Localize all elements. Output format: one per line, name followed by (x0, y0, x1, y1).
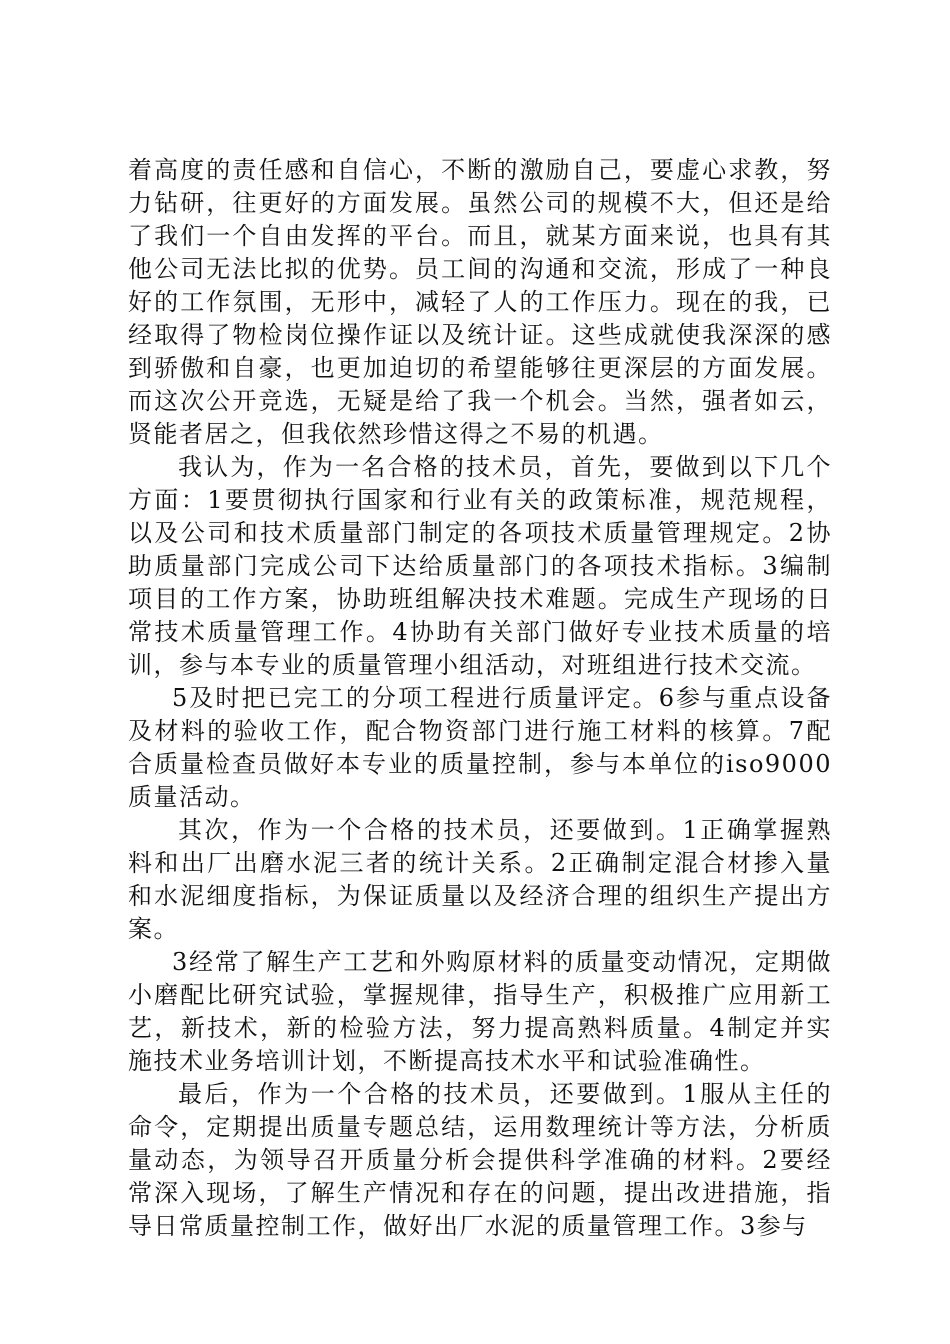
document-body (128, 154, 832, 1243)
paragraph-4: 其次，作为一个合格的技术员，还要做到。1正确掌握熟料和出厂出磨水泥三者的统计关系。2正确制定混合材掺入量和水泥细度指标，为保证质量以及经济合理的组织生产提出方案。 (128, 816, 832, 943)
paragraph-3: 5及时把已完工的分项工程进行质量评定。6参与重点设备及材料的验收工作，配合物资部门进行施工材料的核算。7配合质量检查员做好本专业的质量控制，参与本单位的iso9000质量活动。 (128, 684, 832, 811)
paragraph-1: 着高度的责任感和自信心，不断的激励自己，要虚心求教，努力钻研，往更好的方面发展。虽然公司的规模不大，但还是给了我们一个自由发挥的平台。而且，就某方面来说，也具有其他公司无法比拟的优势。员工间的沟通和交流，形成了一种良好的工作氛围，无形中，减轻了人的工作压力。现在的我，已经取得了物检岗位操作证以及统计证。这些成就使我深深的感到骄傲和自豪，也更加迫切的希望能够往更深层的方面发展。而这次公开竞选，无疑是给了我一个机会。当然，强者如云，贤能者居之，但我依然珍惜这得之不易的机遇。 (128, 156, 832, 448)
paragraph-5: 3经常了解生产工艺和外购原材料的质量变动情况，定期做小磨配比研究试验，掌握规律，指导生产，积极推广应用新工艺，新技术，新的检验方法，努力提高熟料质量。4制定并实施技术业务培训计划，不断提高技术水平和试验准确性。 (128, 948, 832, 1075)
paragraph-6: 最后，作为一个合格的技术员，还要做到。1服从主任的命令，定期提出质量专题总结，运用数理统计等方法，分析质量动态，为领导召开质量分析会提供科学准确的材料。2要经常深入现场，了解生产情况和存在的问题，提出改进措施，指导日常质量控制工作，做好出厂水泥的质量管理工作。3参与 (128, 1080, 832, 1240)
paragraph-2: 我认为，作为一名合格的技术员，首先，要做到以下几个方面：1要贯彻执行国家和行业有关的政策标准，规范规程，以及公司和技术质量部门制定的各项技术质量管理规定。2协助质量部门完成公司下达给质量部门的各项技术指标。3编制项目的工作方案，协助班组解决技术难题。完成生产现场的日常技术质量管理工作。4协助有关部门做好专业技术质量的培训，参与本专业的质量管理小组活动，对班组进行技术交流。 (128, 453, 832, 679)
